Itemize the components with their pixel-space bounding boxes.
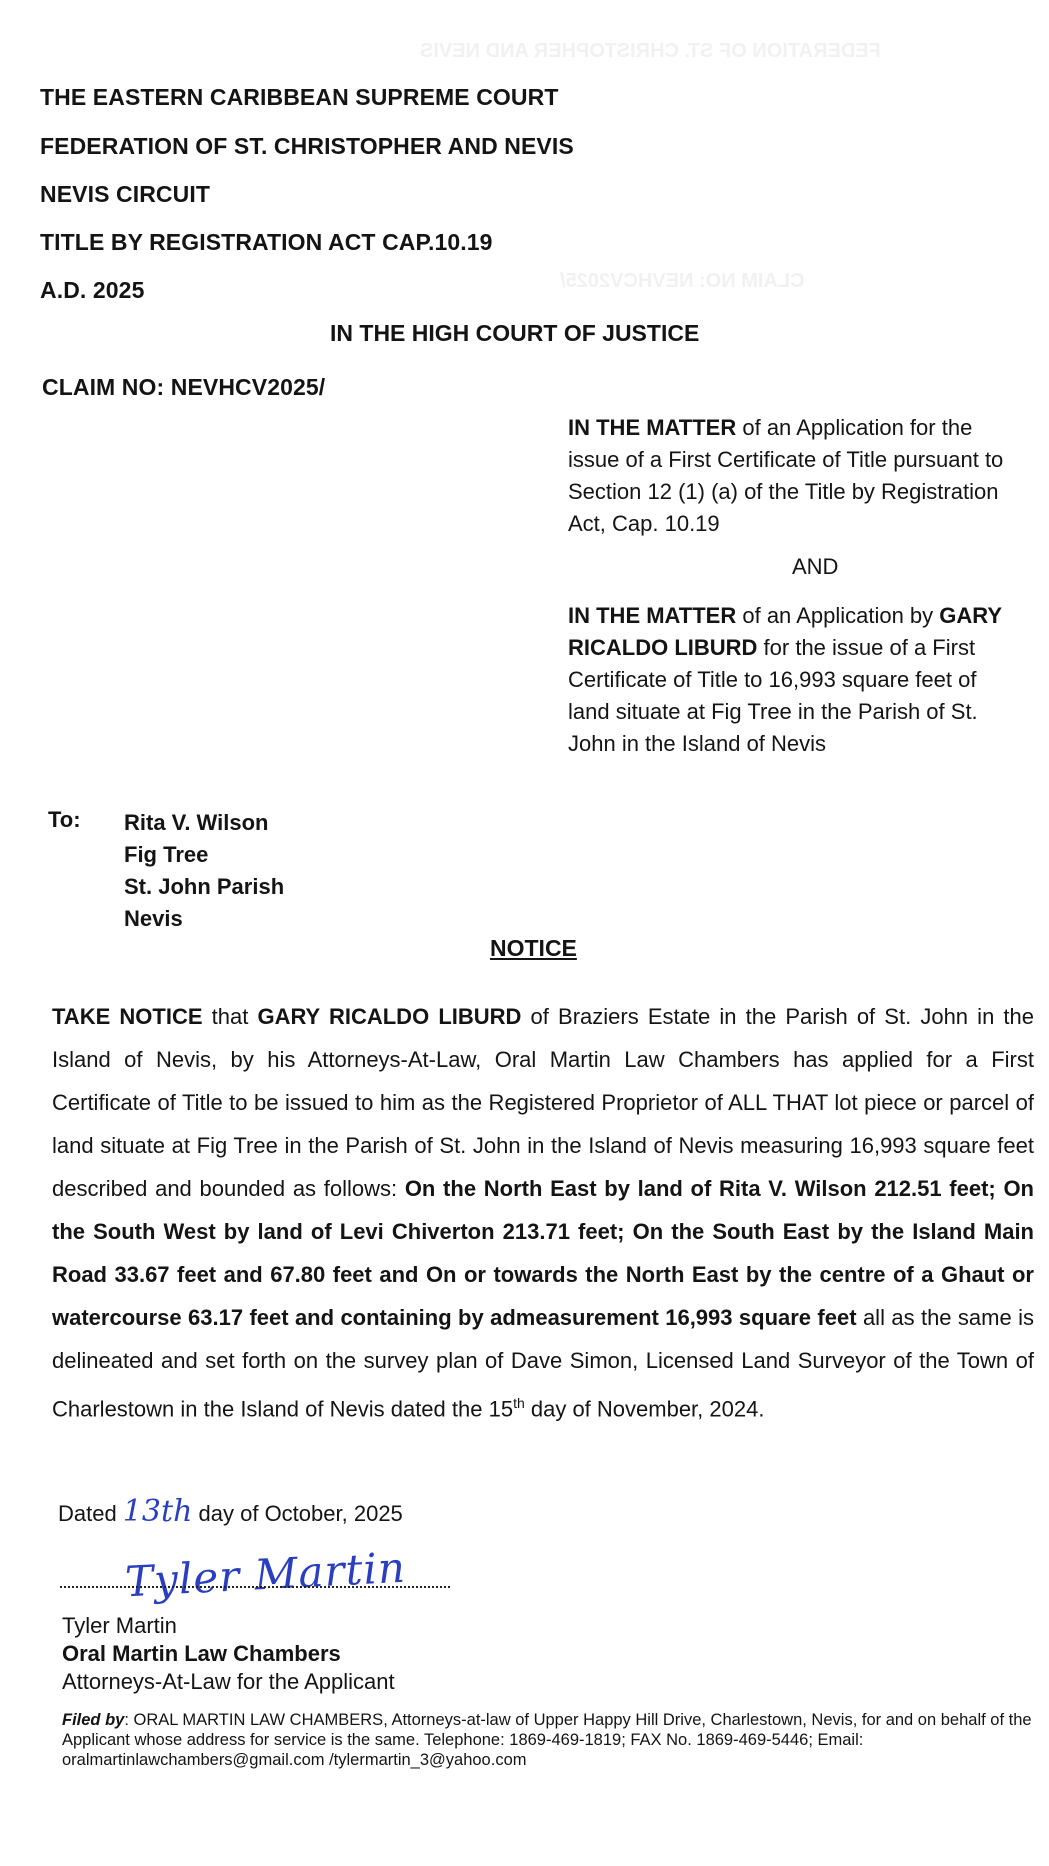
signatory-name: Tyler Martin: [62, 1613, 177, 1638]
bleed-line: FEDERATION OF ST. CHRISTOPHER AND NEVIS: [420, 40, 881, 62]
year-line: A.D. 2025: [40, 277, 145, 303]
boundary-description: On the North East by land of Rita V. Wilson 212.51 feet; On the South West by land of Levi Chiverton 213.71 feet; On the South East by the Island Main Road 33.67 feet and 67.80 feet and On or towards the North East by the centre of a Ghaut or watercourse 63.17 feet and containing by admeasurement 16,993 square feet: [52, 1176, 1034, 1330]
matter-paragraph-1: [568, 412, 1020, 540]
to-label: To:: [48, 807, 81, 832]
recipient-line: Nevis: [124, 906, 183, 931]
dated-label: Dated: [58, 1501, 117, 1526]
matter-text: of an Application by: [736, 603, 940, 628]
filed-by-footer: [62, 1710, 1040, 1770]
dated-line: [58, 1494, 403, 1529]
matter-text: for the issue of a First Certificate of Title to 16,993 square feet of land situate at Fig Tree in the Parish of St. John in the Island of Nevis: [568, 635, 978, 756]
notice-text: of Braziers Estate in the Parish of St. John in the Island of Nevis, by his Attorneys-At-Law, Oral Martin Law Chambers has applied for a First Certificate of Title to be issued to him as the Registered Proprietor of ALL THAT lot piece or parcel of land situate at Fig Tree in the Parish of St. John in the Island of Nevis measuring 16,993 square feet described and bounded as follows:: [52, 1004, 1035, 1201]
matter-text: of an Application for the issue of a First Certificate of Title pursuant to Section 12 (1) (a) of the Title by Registration Act, Cap. 10.19: [568, 415, 1004, 536]
recipient-address: [124, 807, 284, 935]
circuit-name: NEVIS CIRCUIT: [40, 181, 210, 207]
and-separator: AND: [792, 554, 839, 579]
dated-rest: day of October, 2025: [198, 1501, 403, 1526]
federation-name: FEDERATION OF ST. CHRISTOPHER AND NEVIS: [40, 133, 574, 159]
signature-block: [62, 1612, 395, 1696]
high-court-heading: IN THE HIGH COURT OF JUSTICE: [330, 320, 700, 346]
filed-by-text: : ORAL MARTIN LAW CHAMBERS, Attorneys-at-law of Upper Happy Hill Drive, Charlestown, Nevis, for and on behalf of the Applicant whose address for service is the same. Telephone: 1869-469-1819; FAX No. 1869-469-5446; Email: oralmartinlawchambers@gmail.com /tylermartin_3@yahoo.com: [62, 1711, 1032, 1769]
ordinal-suffix: th: [513, 1395, 525, 1411]
filed-by-label: Filed by: [62, 1711, 125, 1729]
court-name: THE EASTERN CARIBBEAN SUPREME COURT: [40, 84, 559, 110]
recipient-line: St. John Parish: [124, 874, 285, 899]
signature-line: [60, 1586, 450, 1588]
take-notice: TAKE NOTICE: [52, 1004, 203, 1029]
notice-text: all as the same is delineated and set forth on the survey plan of Dave Simon, Licensed Land Surveyor of the Town of Charlestown in the Island of Nevis dated the 15: [52, 1305, 1034, 1422]
matter-lead: IN THE MATTER: [568, 603, 737, 628]
act-title: TITLE BY REGISTRATION ACT CAP.10.19: [40, 229, 493, 255]
handwritten-signature: Tyler Martin: [123, 1542, 408, 1607]
signatory-role: Attorneys-At-Law for the Applicant: [62, 1669, 395, 1694]
claim-number: CLAIM NO: NEVHCV2025/: [42, 374, 326, 400]
firm-name: Oral Martin Law Chambers: [62, 1641, 341, 1666]
notice-text: that: [202, 1004, 258, 1029]
bleed-through-text: [420, 40, 881, 63]
matter-lead: IN THE MATTER: [568, 415, 737, 440]
applicant-name: GARY RICALDO LIBURD: [257, 1004, 522, 1029]
bleed-through-text: [560, 270, 805, 293]
matter-paragraph-2: [568, 600, 1023, 760]
notice-text: day of November, 2024.: [524, 1396, 765, 1422]
recipient-line: Fig Tree: [124, 842, 209, 867]
notice-body: [52, 995, 1034, 1430]
recipient-name: Rita V. Wilson: [124, 810, 269, 835]
bleed-line: CLAIM NO: NEVHCV2025/: [560, 270, 805, 292]
notice-title: NOTICE: [490, 935, 577, 961]
applicant-name: GARY RICALDO LIBURD: [568, 603, 1002, 660]
handwritten-day: 13th: [122, 1494, 193, 1529]
